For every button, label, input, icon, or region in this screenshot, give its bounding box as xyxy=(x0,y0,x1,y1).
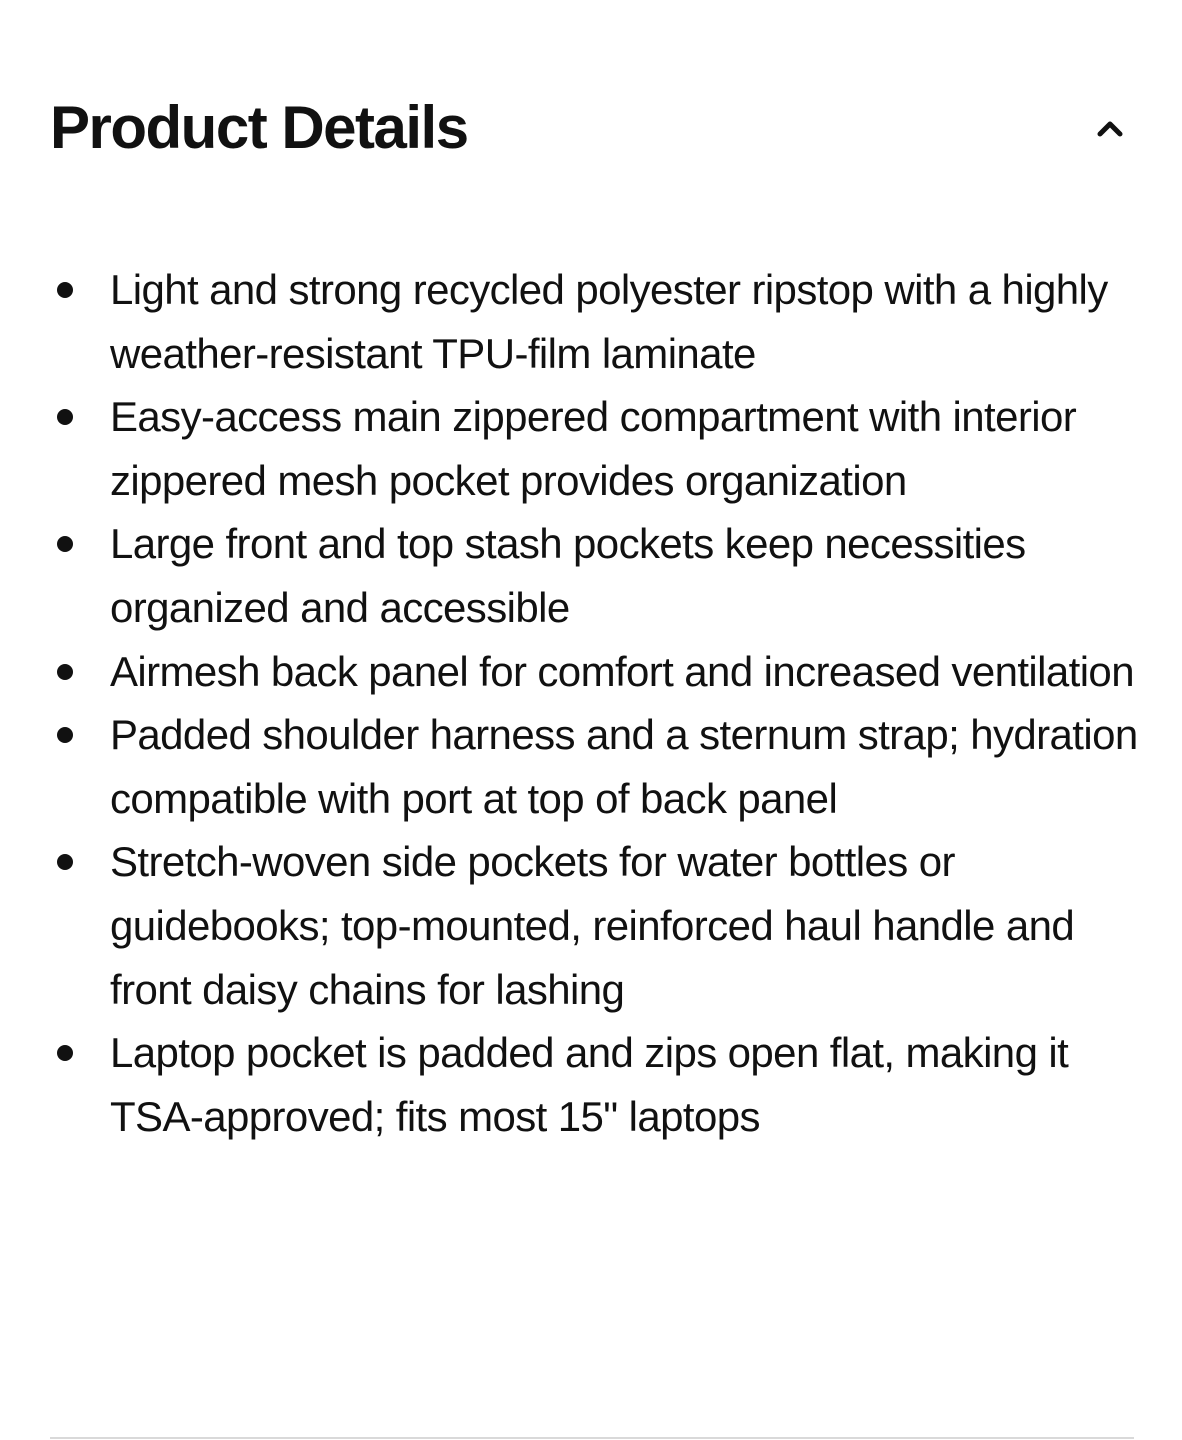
list-item-text: Stretch-woven side pockets for water bottles or guidebooks; top-mounted, reinforced haul handle and front daisy chains for lashing xyxy=(110,838,1075,1013)
list-item-text: Easy-access main zippered compartment with interior zippered mesh pocket provides organization xyxy=(110,393,1077,504)
list-item-text: Large front and top stash pockets keep necessities organized and accessible xyxy=(110,520,1026,631)
bullet-icon xyxy=(57,282,73,298)
list-item xyxy=(50,640,1140,704)
bullet-icon xyxy=(57,854,73,870)
product-details-list xyxy=(50,258,1140,1148)
list-item xyxy=(50,830,1140,1021)
list-item-text: Airmesh back panel for comfort and increased ventilation xyxy=(110,647,1134,695)
list-item xyxy=(50,385,1140,512)
list-item xyxy=(50,258,1140,385)
list-item-text: Padded shoulder harness and a sternum strap; hydration compatible with port at top of back panel xyxy=(110,711,1138,822)
bullet-icon xyxy=(57,536,73,552)
list-item-text: Light and strong recycled polyester ripstop with a highly weather-resistant TPU-film laminate xyxy=(110,266,1108,377)
bullet-icon xyxy=(57,727,73,743)
list-item-text: Laptop pocket is padded and zips open flat, making it TSA-approved; fits most 15" laptops xyxy=(110,1029,1069,1140)
list-item xyxy=(50,512,1140,639)
list-item xyxy=(50,703,1140,830)
chevron-up-icon[interactable] xyxy=(1090,108,1130,148)
section-title: Product Details xyxy=(50,94,468,161)
bullet-icon xyxy=(57,664,73,680)
section-divider xyxy=(50,1437,1134,1439)
list-item xyxy=(50,1021,1140,1148)
bullet-icon xyxy=(57,1045,73,1061)
bullet-icon xyxy=(57,409,73,425)
product-details-header[interactable] xyxy=(50,88,1140,168)
